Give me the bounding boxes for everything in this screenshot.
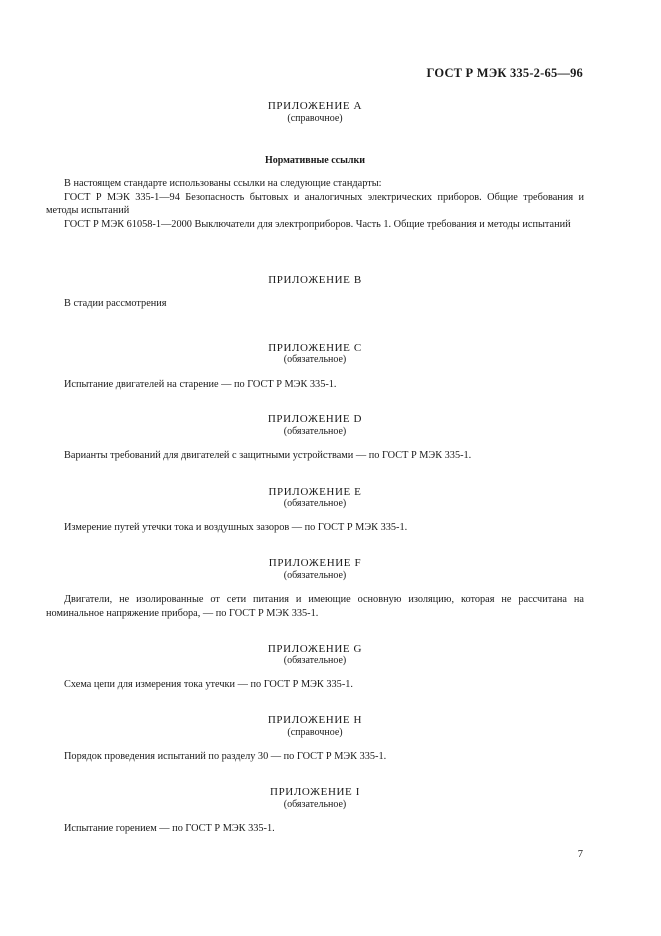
annex-a-title: ПРИЛОЖЕНИЕ А [267,100,363,112]
annex-e-status: (обязательное) [283,498,347,509]
annex-f-text: Двигатели, не изолированные от сети питания и имеющие основную изоляцию, которая не рассчитана на номинальное напряжение прибора, — по ГОСТ Р МЭК 335-1. [46,594,584,619]
annex-i-title: ПРИЛОЖЕНИЕ I [270,786,360,798]
annex-h-text: Порядок проведения испытаний по разделу 30 — по ГОСТ Р МЭК 335-1. [64,751,387,762]
annex-a-intro: В настоящем стандарте использованы ссылки на следующие стандарты: [64,178,382,189]
annex-b-text: В стадии рассмотрения [64,298,167,309]
annex-c-text: Испытание двигателей на старение — по ГОСТ Р МЭК 335-1. [64,379,337,390]
annex-g-text: Схема цепи для измерения тока утечки — по ГОСТ Р МЭК 335-1. [64,679,353,690]
annex-d-text: Варианты требований для двигателей с защитными устройствами — по ГОСТ Р МЭК 335-1. [64,450,472,461]
annex-a-reference-2: ГОСТ Р МЭК 61058-1—2000 Выключатели для электроприборов. Часть 1. Общие требования и методы испытаний [64,218,571,230]
annex-c-title: ПРИЛОЖЕНИЕ С [268,342,362,354]
annex-d-status: (обязательное) [283,426,347,437]
annex-g-title: ПРИЛОЖЕНИЕ G [267,643,363,655]
annex-f-title: ПРИЛОЖЕНИЕ F [268,557,362,569]
annex-h-status: (справочное) [287,727,343,738]
annex-c-status: (обязательное) [283,354,347,365]
annex-g-status: (обязательное) [283,655,347,666]
annex-e-text: Измерение путей утечки тока и воздушных зазоров — по ГОСТ Р МЭК 335-1. [64,522,408,533]
annex-i-status: (обязательное) [283,799,347,810]
annex-i-text: Испытание горением — по ГОСТ Р МЭК 335-1. [64,823,275,834]
annex-a-status: (справочное) [287,113,343,124]
annex-a-body [46,177,584,231]
annex-a-reference-1: ГОСТ Р МЭК 335-1—94 Безопасность бытовых и аналогичных электрических приборов. Общие требования и методы испытаний [46,191,584,217]
annex-d-title: ПРИЛОЖЕНИЕ D [267,413,363,425]
annex-b-title: ПРИЛОЖЕНИЕ В [268,274,362,286]
document-header-code: ГОСТ Р МЭК 335-2-65—96 [426,66,583,80]
annex-e-title: ПРИЛОЖЕНИЕ Е [268,486,362,498]
annex-a-subheading: Нормативные ссылки [264,155,366,166]
annex-h-title: ПРИЛОЖЕНИЕ Н [267,714,363,726]
page-number: 7 [577,849,583,860]
annex-f-status: (обязательное) [283,570,347,581]
